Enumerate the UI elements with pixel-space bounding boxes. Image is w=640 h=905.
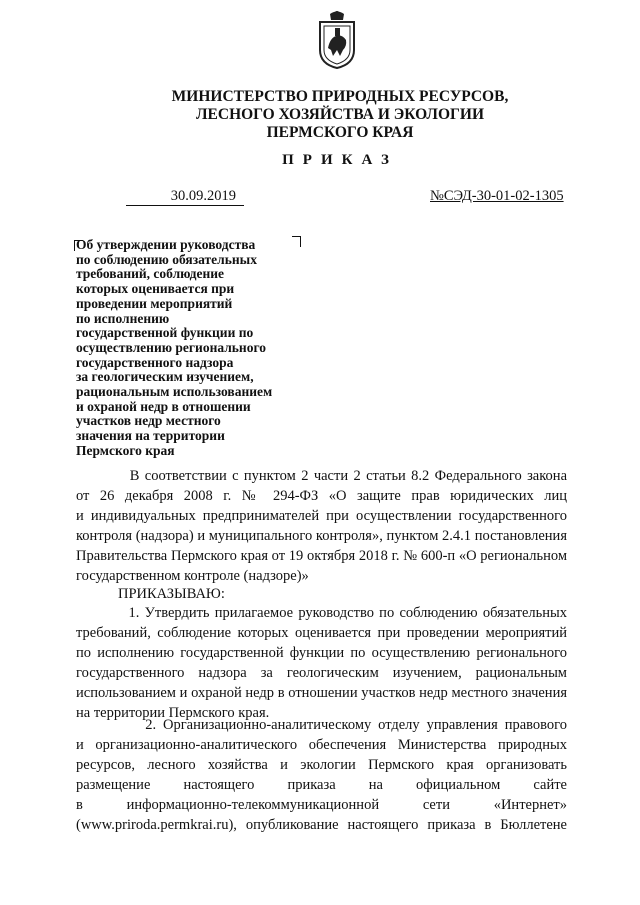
subject-line: требований, соблюдение bbox=[76, 266, 225, 282]
paragraph-line: 2. Организационно-аналитическому отделу управления правового bbox=[76, 717, 567, 733]
paragraph-item-1 bbox=[76, 603, 567, 723]
subject-line: за геологическим изучением, bbox=[76, 369, 254, 385]
subject-line: значения на территории bbox=[76, 428, 225, 444]
paragraph-line: государственного надзора за геологическим изучением, рациональным bbox=[76, 665, 567, 681]
paragraph-line: на территории Пермского края. bbox=[76, 705, 270, 721]
paragraph-line: по исполнению государственной функции по осуществлению регионального bbox=[76, 645, 567, 661]
subject-line: по исполнению bbox=[76, 310, 170, 326]
paragraph-item-2 bbox=[76, 715, 567, 835]
paragraph-line: ресурсов, лесного хозяйства и экологии Пермского края организовать bbox=[76, 757, 567, 773]
subject-line: по соблюдению обязательных bbox=[76, 251, 257, 267]
paragraph-line: в информационно-телекоммуникационной сети «Интернет» bbox=[76, 797, 567, 813]
decree-word: ПРИКАЗЫВАЮ: bbox=[118, 586, 225, 602]
subject-line: и охраной недр в отношении bbox=[76, 398, 251, 414]
subject-line: рациональным использованием bbox=[76, 384, 273, 400]
organization-name-line-1: МИНИСТЕРСТВО ПРИРОДНЫХ РЕСУРСОВ, bbox=[171, 88, 509, 105]
paragraph-line: 1. Утвердить прилагаемое руководство по соблюдению обязательных bbox=[76, 605, 567, 621]
paragraph-line: от 26 декабря 2008 г. № 294-ФЗ «О защите прав юридических лиц bbox=[76, 488, 567, 504]
subject-line: проведении мероприятий bbox=[76, 295, 233, 311]
document-date: 30.09.2019 bbox=[126, 188, 244, 206]
paragraph-line: и организационно-аналитического обеспечения Министерства природных bbox=[76, 737, 567, 753]
paragraph-preamble bbox=[76, 466, 567, 586]
document-subject bbox=[76, 238, 316, 459]
subject-line: Пермского края bbox=[76, 442, 175, 458]
paragraph-line: и индивидуальных предпринимателей при осуществлении государственного bbox=[76, 508, 567, 524]
subject-line: осуществлению регионального bbox=[76, 339, 267, 355]
paragraph-line: государственном контроле (надзоре)» bbox=[76, 568, 309, 584]
paragraph-line: контроля (надзора) и муниципального контроля», пунктом 2.4.1 постановления bbox=[76, 528, 567, 544]
paragraph-line: В соответствии с пунктом 2 части 2 статьи 8.2 Федерального закона bbox=[76, 468, 567, 484]
paragraph-line: Правительства Пермского края от 19 октября 2018 г. № 600-п «О региональном bbox=[76, 548, 567, 564]
perm-krai-coat-of-arms-icon bbox=[316, 10, 358, 70]
paragraph-line: размещение настоящего приказа на официальном сайте bbox=[76, 777, 567, 793]
paragraph-line: требований, соблюдение которых оценивается при проведении мероприятий bbox=[76, 625, 567, 641]
subject-line: государственной функции по bbox=[76, 325, 254, 341]
subject-line: участков недр местного bbox=[76, 413, 221, 429]
document-type-title: ПРИКАЗ bbox=[282, 152, 398, 168]
paragraph-line: использованием и охраной недр в отношении участков недр местного значения bbox=[76, 685, 567, 701]
paragraph-line: (www.priroda.permkrai.ru), опубликование настоящего приказа в Бюллетене bbox=[76, 817, 567, 833]
subject-line: которых оценивается при bbox=[76, 281, 235, 297]
organization-name-line-3: ПЕРМСКОГО КРАЯ bbox=[266, 124, 414, 141]
organization-name-line-2: ЛЕСНОГО ХОЗЯЙСТВА И ЭКОЛОГИИ bbox=[195, 106, 485, 123]
document-number: №СЭД-30-01-02-1305 bbox=[430, 188, 564, 204]
subject-line: государственного надзора bbox=[76, 354, 234, 370]
subject-line: Об утверждении руководства bbox=[76, 237, 256, 252]
